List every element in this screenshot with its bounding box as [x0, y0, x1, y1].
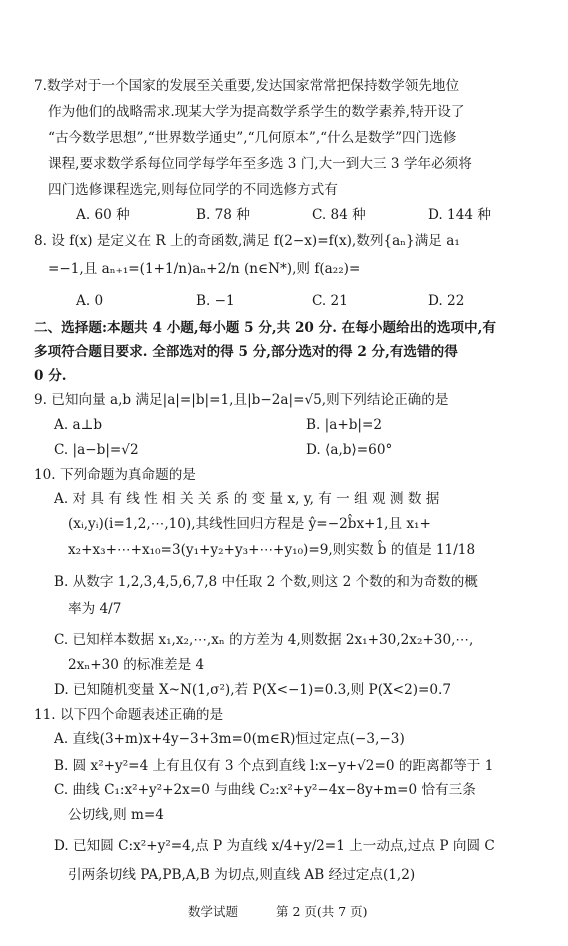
q9-option-c: C. |a−b|=√2: [54, 442, 139, 458]
q8-options: [76, 292, 546, 310]
q11-option-d-line-1: D. 已知圆 C:x²+y²=4,点 P 为直线 x/4+y/2=1 上一动点,过点 P 向圆 C: [54, 838, 495, 854]
q7-line-3: “古今数学思想”,“世界数学通史”,“几何原本”,“什么是数学”四门选修: [48, 130, 457, 146]
q9-option-d: D. ⟨a,b⟩=60°: [306, 442, 393, 458]
q9-option-b: B. |a+b|=2: [306, 417, 383, 433]
q7-option-a: A. 60 种: [76, 207, 130, 223]
section-2-line-3: 0 分.: [34, 368, 67, 384]
q8-line-2: =−1,且 aₙ₊₁=(1+1/n)aₙ+2/n (n∈N*),则 f(a₂₂)=: [48, 261, 361, 277]
q10-option-a-line-1: A. 对 具 有 线 性 相 关 关 系 的 变 量 x, y, 有 一 组 观 测 数 据: [54, 491, 440, 507]
q10-option-a-line-2: (xᵢ,yᵢ)(i=1,2,⋯,10),其线性回归方程是 ŷ=−2b̂x+1,且 x₁+: [68, 516, 431, 532]
q8-option-b: B. −1: [196, 293, 235, 309]
q10-option-d: D. 已知随机变量 X~N(1,σ²),若 P(X<−1)=0.3,则 P(X<2)=0.7: [54, 682, 452, 698]
q10-option-b-line-1: B. 从数字 1,2,3,4,5,6,7,8 中任取 2 个数,则这 2 个数的和为奇数的概: [54, 574, 478, 590]
q11-stem: 11. 以下四个命题表述正确的是: [34, 707, 224, 723]
q11-option-c-line-2: 公切线,则 m=4: [68, 807, 164, 823]
q7-line-4: 课程,要求数学系每位同学每学年至多选 3 门,大一到大三 3 学年必须将: [48, 156, 472, 172]
section-2-line-1: 二、选择题:本题共 4 小题,每小题 5 分,共 20 分. 在每小题给出的选项中,有: [34, 320, 496, 336]
footer-page-number: 第 2 页(共 7 页): [276, 904, 368, 919]
footer-subject: 数学试题: [188, 904, 239, 919]
q9-option-a: A. a⊥b: [54, 417, 103, 433]
q8-line-1: 8. 设 f(x) 是定义在 R 上的奇函数,满足 f(2−x)=f(x),数列{aₙ}满足 a₁: [34, 233, 460, 249]
q10-option-a-line-3: x₂+x₃+⋯+x₁₀=3(y₁+y₂+y₃+⋯+y₁₀)=9,则实数 b̂ 的值是 11/18: [68, 542, 476, 558]
q8-option-d: D. 22: [428, 293, 465, 309]
q8-option-a: A. 0: [76, 293, 104, 309]
q9-stem: 9. 已知向量 a,b 满足|a|=|b|=1,且|b−2a|=√5,则下列结论正确的是: [34, 392, 449, 408]
q11-option-d-line-2: 引两条切线 PA,PB,A,B 为切点,则直线 AB 经过定点(1,2): [68, 867, 416, 883]
q7-line-5: 四门选修课程选完,则每位同学的不同选修方式有: [48, 182, 338, 198]
q7-option-d: D. 144 种: [428, 207, 491, 223]
q11-option-b: B. 圆 x²+y²=4 上有且仅有 3 个点到直线 l:x−y+√2=0 的距离都等于 1: [54, 758, 494, 774]
q7-option-c: C. 84 种: [312, 207, 366, 223]
q11-option-c-line-1: C. 曲线 C₁:x²+y²+2x=0 与曲线 C₂:x²+y²−4x−8y+m=0 恰有三条: [54, 782, 476, 798]
q11-option-a: A. 直线(3+m)x+4y−3+3m=0(m∈R)恒过定点(−3,−3): [54, 731, 405, 747]
section-2-line-2: 多项符合题目要求. 全部选对的得 5 分,部分选对的得 2 分,有选错的得: [34, 344, 458, 360]
q10-stem: 10. 下列命题为真命题的是: [34, 467, 196, 483]
q7-options: [76, 206, 546, 224]
q7-line-1: 7.数学对于一个国家的发展至关重要,发达国家常常把保持数学领先地位: [34, 78, 460, 94]
q7-line-2: 作为他们的战略需求.现某大学为提高数学系学生的数学素养,特开设了: [48, 104, 465, 120]
q8-option-c: C. 21: [312, 293, 348, 309]
q10-option-c-line-2: 2xₙ+30 的标准差是 4: [68, 657, 205, 673]
q7-option-b: B. 78 种: [196, 207, 250, 223]
q10-option-c-line-1: C. 已知样本数据 x₁,x₂,⋯,xₙ 的方差为 4,则数据 2x₁+30,2x₂+30,⋯,: [54, 632, 474, 648]
q10-option-b-line-2: 率为 4/7: [68, 601, 122, 617]
